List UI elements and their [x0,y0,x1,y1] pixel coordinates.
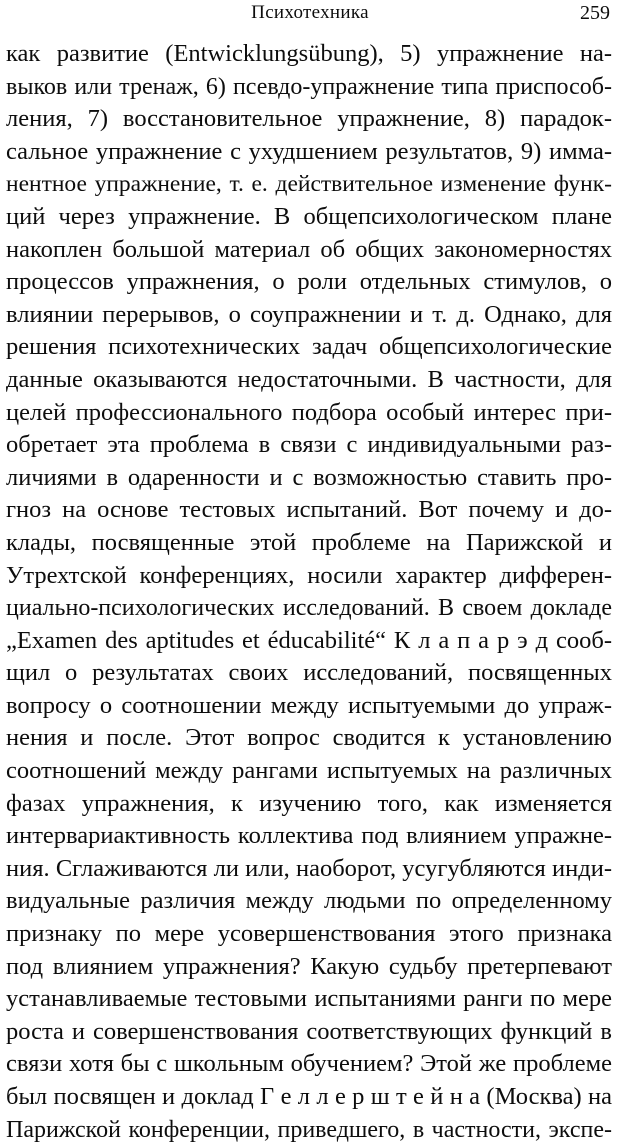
text-line: влиянии перерывов, о соупражнении и т. д. Однако, для [6,300,612,328]
text-line: нентное упражнение, т. е. действительное изменение функ- [6,171,612,198]
text-line: выков или тренаж, 6) псевдо-упражнение типа приспособ- [6,73,612,100]
text-line: личиями в одаренности и с возможностью ставить про- [6,463,612,491]
text-line: данные оказываются недостаточными. В частности, для [6,365,612,393]
text-line: циально-психологических исследований. В своем докладе [6,595,612,622]
text-line: вопросу о соотношении между испытуемыми до упраж- [6,691,612,719]
text-line: связи хотя бы с школьным обучением? Этой же проблеме [6,1050,612,1078]
text-line: как развитие (Entwicklungsübung), 5) упражнение на- [6,40,612,67]
text-line: интервариактивность коллектива под влиянием упражне- [6,822,612,850]
text-line: фазах упражнения, к изучению того, как изменяется [6,789,612,817]
text-line: видуальные различия между людьми по определенному [6,887,612,915]
text-line: под влиянием упражнения? Какую судьбу претерпевают [6,952,612,980]
text-line: признаку по мере усовершенствования этого признака [6,920,612,948]
text-line: был посвящен и доклад Г е л л е р ш т е й н а (Москва) на [6,1083,612,1110]
text-line: щил о результатах своих исследований, посвященных [6,659,612,687]
text-line: гноз на основе тестовых испытаний. Вот почему и до- [6,496,612,524]
text-line: соотношений между рангами испытуемых на различных [6,757,612,785]
body-text [6,38,612,1146]
running-title: Психотехника [251,2,369,23]
text-line: ций через упражнение. В общепсихологическом плане [6,202,612,230]
text-line: накоплен большой материал об общих закономерностях [6,235,612,263]
text-line: ния. Сглаживаются ли или, наоборот, усугубляются инди- [6,854,612,882]
text-line: Утрехтской конференциях, носили характер дифферен- [6,561,612,589]
text-line: обретает эта проблема в связи с индивидуальными раз- [6,431,612,459]
text-line: процессов упражнения, о роли отдельных стимулов, о [6,268,612,296]
text-line: устанавливаемые тестовыми испытаниями ранги по мере [6,985,612,1013]
text-line: клады, посвященные этой проблеме на Парижской и [6,528,612,556]
text-line: нения и после. Этот вопрос сводится к установлению [6,724,612,752]
text-line: ления, 7) восстановительное упражнение, 8) парадок- [6,105,612,133]
text-line: целей профессионального подбора особый интерес при- [6,398,612,426]
running-head [0,2,620,28]
page-number: 259 [580,2,610,24]
text-line: сальное упражнение с ухудшением результатов, 9) имма- [6,137,612,165]
text-line: Парижской конференции, приведшего, в частности, экспе- [6,1116,612,1143]
text-line: роста и совершенствования соответствующих функций в [6,1017,612,1045]
text-line: решения психотехнических задач общепсихологические [6,333,612,361]
text-line: „Examen des aptitudes et éducabilité“ К л а п а р э д сооб- [6,626,612,654]
